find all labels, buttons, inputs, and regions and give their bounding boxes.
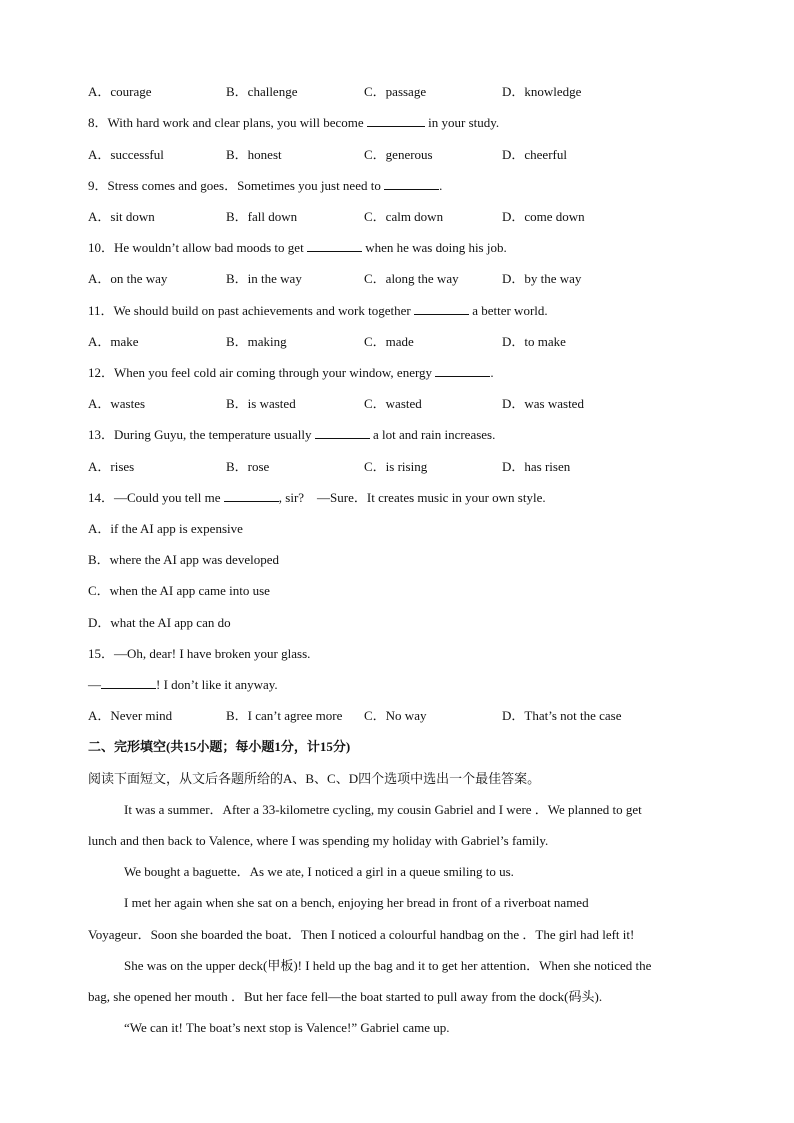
q8-option-b[interactable]: B．honest — [226, 147, 282, 162]
q7-option-c[interactable]: C．passage — [364, 84, 427, 99]
answer-blank — [224, 489, 279, 502]
q11-option-d[interactable]: D．to make — [502, 334, 566, 349]
q14-text-after: , sir? —Sure．It creates music in your own style. — [278, 490, 546, 505]
q14-option-a[interactable]: A．if the AI app is expensive — [88, 521, 243, 536]
q11-option-c[interactable]: C．made — [364, 334, 414, 349]
q9-text-after: . — [439, 178, 443, 193]
section-instruction: 阅读下面短文，从文后各题所给的A、B、C、D四个选项中选出一个最佳答案。 — [88, 771, 541, 786]
q14-option-b[interactable]: B．where the AI app was developed — [88, 552, 279, 567]
q12-stem — [88, 364, 494, 382]
q10-option-b[interactable]: B．in the way — [226, 271, 302, 286]
passage-line: Voyageur．Soon she boarded the boat．Then I noticed a colourful handbag on the ．The girl had left it! — [88, 927, 635, 942]
answer-blank — [414, 302, 469, 315]
q15-option-d[interactable]: D．That’s not the case — [502, 708, 622, 723]
q7-option-a[interactable]: A．courage — [88, 84, 152, 99]
q14-text-before: 14．—Could you tell me — [88, 490, 224, 505]
q10-text-after: when he was doing his job. — [361, 240, 507, 255]
q11-option-b[interactable]: B．making — [226, 334, 287, 349]
passage-line: lunch and then back to Valence, where I was spending my holiday with Gabriel’s family. — [88, 833, 549, 848]
q14-option-d[interactable]: D．what the AI app can do — [88, 615, 231, 630]
q12-option-c[interactable]: C．wasted — [364, 396, 422, 411]
q9-stem — [88, 177, 442, 195]
q8-option-c[interactable]: C．generous — [364, 147, 433, 162]
passage-line: bag, she opened her mouth ．But her face fell—the boat started to pull away from the dock(码头). — [88, 989, 603, 1004]
answer-blank — [315, 426, 370, 439]
q15-stem-line2 — [88, 676, 278, 694]
q15-text-before: — — [88, 677, 101, 692]
q9-option-d[interactable]: D．come down — [502, 209, 585, 224]
q9-text-before: 9．Stress comes and goes．Sometimes you just need to — [88, 178, 385, 193]
q9-option-a[interactable]: A．sit down — [88, 209, 155, 224]
passage-line: She was on the upper deck(甲板)! I held up the bag and it to get her attention．When she noticed the — [124, 958, 652, 973]
passage-line: We bought a baguette．As we ate, I noticed a girl in a queue smiling to us. — [124, 864, 514, 879]
q12-text-after: . — [490, 365, 494, 380]
q15-option-b[interactable]: B．I can’t agree more — [226, 708, 343, 723]
q14-stem — [88, 489, 546, 507]
section-heading: 二、完形填空(共15小题；每小题1分，计15分) — [88, 739, 351, 754]
q12-option-d[interactable]: D．was wasted — [502, 396, 584, 411]
q7-option-d[interactable]: D．knowledge — [502, 84, 582, 99]
q8-option-a[interactable]: A．successful — [88, 147, 164, 162]
q8-text-after: in your study. — [424, 115, 500, 130]
q7-option-b[interactable]: B．challenge — [226, 84, 298, 99]
q9-option-c[interactable]: C．calm down — [364, 209, 444, 224]
q12-text-before: 12．When you feel cold air coming through your window, energy — [88, 365, 436, 380]
q11-text-before: 11．We should build on past achievements and work together — [88, 303, 414, 318]
answer-blank — [101, 676, 156, 689]
passage-line: I met her again when she sat on a bench, enjoying her bread in front of a riverboat named — [124, 895, 589, 910]
q12-option-b[interactable]: B．is wasted — [226, 396, 296, 411]
q13-stem — [88, 426, 495, 444]
q11-option-a[interactable]: A．make — [88, 334, 139, 349]
q13-option-c[interactable]: C．is rising — [364, 459, 428, 474]
passage-line: “We can it! The boat’s next stop is Valence!” Gabriel came up. — [124, 1020, 450, 1035]
q15-option-a[interactable]: A．Never mind — [88, 708, 173, 723]
q10-stem — [88, 239, 507, 257]
q8-option-d[interactable]: D．cheerful — [502, 147, 567, 162]
answer-blank — [367, 114, 425, 127]
q15-stem-line1: 15．—Oh, dear! I have broken your glass. — [88, 646, 311, 661]
q15-text-after: ! I don’t like it anyway. — [156, 677, 278, 692]
q10-option-c[interactable]: C．along the way — [364, 271, 459, 286]
q13-option-d[interactable]: D．has risen — [502, 459, 571, 474]
q12-option-a[interactable]: A．wastes — [88, 396, 146, 411]
q13-text-before: 13．During Guyu, the temperature usually — [88, 427, 315, 442]
q10-option-a[interactable]: A．on the way — [88, 271, 168, 286]
answer-blank — [435, 364, 490, 377]
q10-option-d[interactable]: D．by the way — [502, 271, 582, 286]
answer-blank — [384, 177, 439, 190]
q13-text-after: a lot and rain increases. — [369, 427, 496, 442]
q15-option-c[interactable]: C．No way — [364, 708, 427, 723]
answer-blank — [307, 239, 362, 252]
q11-text-after: a better world. — [468, 303, 548, 318]
q8-text-before: 8．With hard work and clear plans, you will become — [88, 115, 367, 130]
q9-option-b[interactable]: B．fall down — [226, 209, 298, 224]
q13-option-b[interactable]: B．rose — [226, 459, 270, 474]
passage-line: It was a summer．After a 33-kilometre cycling, my cousin Gabriel and I were ．We planned to get — [124, 802, 642, 817]
q10-text-before: 10．He wouldn’t allow bad moods to get — [88, 240, 307, 255]
q13-option-a[interactable]: A．rises — [88, 459, 135, 474]
q11-stem — [88, 302, 548, 320]
q8-stem — [88, 114, 499, 132]
q14-option-c[interactable]: C．when the AI app came into use — [88, 583, 270, 598]
